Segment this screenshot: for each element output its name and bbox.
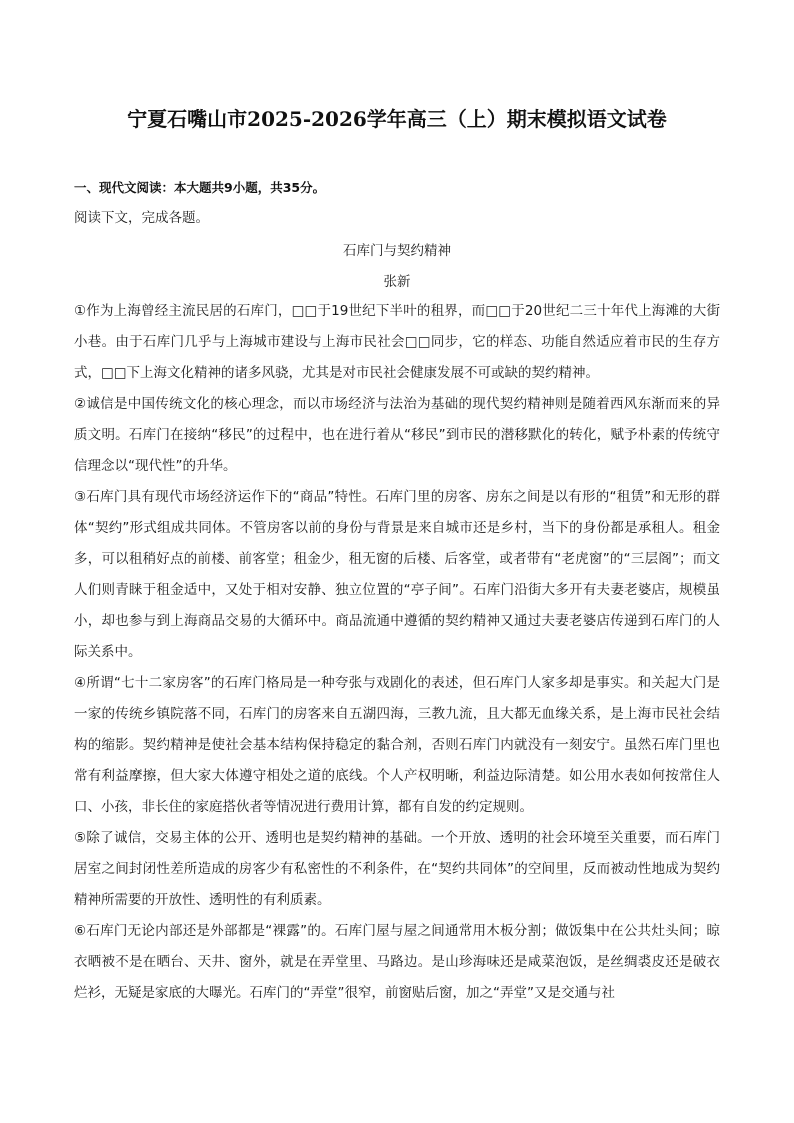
essay-paragraph-3: ③石库门具有现代市场经济运作下的“商品”特性。石库门里的房客、房东之间是以有形的“租赁”和无形的群体“契约”形式组成共同体。不管房客以前的身份与背景是来自城市还是乡村，当下的身份都是承租人。租金多，可以租稍好点的前楼、前客堂；租金少，租无窗的后楼、后客堂，或者带有“老虎窗”的“三层阁”；而文人们则青睐于租金适中，又处于相对安静、独立位置的“亭子间”。石库门沿街大多开有夫妻老婆店，规模虽小，却也参与到上海商品交易的大循环中。商品流通中遵循的契约精神又通过夫妻老婆店传递到石库门的人际关系中。: [74, 489, 720, 660]
essay-paragraph-4: ④所谓“七十二家房客”的石库门格局是一种夸张与戏剧化的表述，但石库门人家多却是事实。和关起大门是一家的传统乡镇院落不同，石库门的房客来自五湖四海，三教九流，且大都无血缘关系，是上海市民社会结构的缩影。契约精神是使社会基本结构保持稳定的黏合剂，否则石库门内就没有一刻安宁。虽然石库门里也常有利益摩擦，但大家大体遵守相处之道的底线。个人产权明晰，利益边际清楚。如公用水表如何按常住人口、小孩，非长住的家庭搭伙者等情况进行费用计算，都有自发的约定规则。: [74, 675, 720, 815]
essay-author: 张新: [383, 274, 411, 290]
reading-instruction: 阅读下文，完成各题。: [74, 210, 209, 226]
essay-body: [74, 296, 720, 1009]
section-heading: 一、现代文阅读：本大题共9小题，共35分。: [74, 180, 326, 195]
essay-paragraph-2: ②诚信是中国传统文化的核心理念，而以市场经济与法治为基础的现代契约精神则是随着西风东渐而来的异质文明。石库门在接纳“移民”的过程中，也在进行着从“移民”到市民的潜移默化的转化，赋予朴素的传统守信理念以“现代性”的升华。: [74, 396, 720, 474]
essay-paragraph-1: ①作为上海曾经主流民居的石库门，□□于19世纪下半叶的租界，而□□于20世纪二三十年代上海滩的大街小巷。由于石库门几乎与上海城市建设与上海市民社会□□同步，它的样态、功能自然适应着市民的生存方式，□□下上海文化精神的诸多风骁，尤其是对市民社会健康发展不可或缺的契约精神。: [74, 303, 720, 381]
essay-paragraph-5: ⑤除了诚信，交易主体的公开、透明也是契约精神的基础。一个开放、透明的社会环境至关重要，而石库门居室之间封闭性差所造成的房客少有私密性的不利条件，在“契约共同体”的空间里，反而被动性地成为契约精神所需要的开放性、透明性的有利质素。: [74, 830, 720, 908]
exam-title: 宁夏石嘴山市2025-2026学年高三（上）期末模拟语文试卷: [127, 107, 667, 131]
essay-paragraph-6: ⑥石库门无论内部还是外部都是“裸露”的。石库门屋与屋之间通常用木板分割；做饭集中在公共灶头间；晾衣晒被不是在晒台、天井、窗外，就是在弄堂里、马路边。是山珍海味还是咸菜泡饭，是丝绸裘皮还是破衣烂衫，无疑是家底的大曝光。石库门的“弄堂”很窄，前窗贴后窗，加之“弄堂”又是交通与社: [74, 923, 720, 1001]
essay-title: 石库门与契约精神: [343, 243, 451, 259]
